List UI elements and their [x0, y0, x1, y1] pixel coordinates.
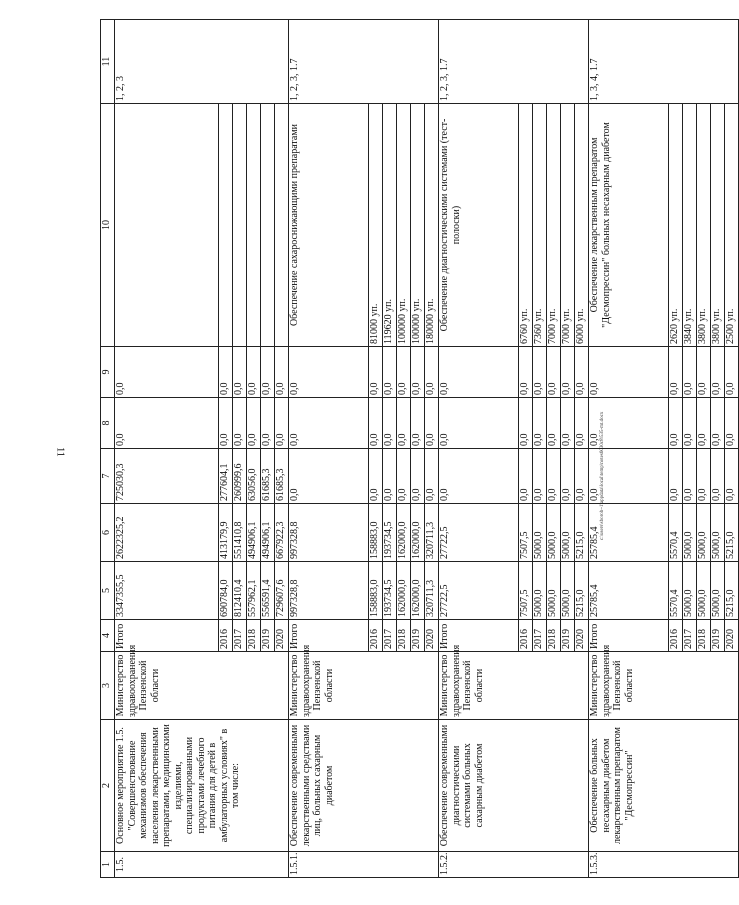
federal-budget-cell: 0,0 [669, 449, 683, 504]
regional-budget-cell: 5000,0 [533, 504, 547, 562]
total-cell: 5215,0 [725, 562, 739, 620]
regional-budget-cell: 5000,0 [547, 504, 561, 562]
federal-budget-cell: 0,0 [711, 449, 725, 504]
local-budget-cell: 0,0 [533, 398, 547, 449]
other-sources-cell: 0,0 [589, 347, 669, 398]
local-budget-cell: 0,0 [233, 398, 247, 449]
federal-budget-cell: 0,0 [575, 449, 589, 504]
federal-budget-cell: 725030,3 [115, 449, 219, 504]
federal-budget-cell: 0,0 [397, 449, 411, 504]
indicator-cell: 2500 уп. [725, 104, 739, 347]
total-cell: 162000,0 [397, 562, 411, 620]
total-cell: 729607,6 [275, 562, 289, 620]
total-cell: 7507,5 [519, 562, 533, 620]
indicator-cell: Обеспечение лекарственным препаратом "Десмопрессин" больных несахарным диабетом [589, 104, 669, 347]
item-number: 1.5.2. [439, 852, 589, 878]
local-budget-cell: 0,0 [547, 398, 561, 449]
indicator-cell: 100000 уп. [411, 104, 425, 347]
total-cell: 3347355,5 [115, 562, 219, 620]
regional-budget-cell: 5000,0 [711, 504, 725, 562]
total-cell: 5000,0 [547, 562, 561, 620]
local-budget-cell: 0,0 [519, 398, 533, 449]
total-cell: 193734,5 [383, 562, 397, 620]
total-cell: 5215,0 [575, 562, 589, 620]
regional-budget-cell: 162000,0 [397, 504, 411, 562]
executor: Министерство здравоохранения Пензенской области [115, 652, 289, 720]
item-number: 1.5. [115, 852, 289, 878]
local-budget-cell: 0,0 [275, 398, 289, 449]
total-cell: 158883,0 [369, 562, 383, 620]
column-number-row [101, 20, 115, 878]
federal-budget-cell: 0,0 [533, 449, 547, 504]
page-number: 11 [54, 447, 66, 457]
local-budget-cell: 0,0 [439, 398, 519, 449]
local-budget-cell: 0,0 [261, 398, 275, 449]
local-budget-cell: 0,0 [397, 398, 411, 449]
regional-budget-cell: 413179,9 [219, 504, 233, 562]
col-header: 4 [101, 620, 115, 652]
other-sources-cell: 0,0 [711, 347, 725, 398]
local-budget-cell: 0,0 [575, 398, 589, 449]
col-header: 8 [101, 398, 115, 449]
regional-budget-cell: 25785,4 [589, 504, 669, 562]
col-header: 11 [101, 20, 115, 104]
indicator-cell: 7000 уп. [561, 104, 575, 347]
other-sources-cell: 0,0 [425, 347, 439, 398]
col-header: 2 [101, 720, 115, 852]
program-table [100, 19, 739, 878]
local-budget-cell: 0,0 [697, 398, 711, 449]
indicator-cell: Обеспечение диагностическими системами (тест-полоски) [439, 104, 519, 347]
indicator-cell: 3800 уп. [711, 104, 725, 347]
table-sheet [100, 20, 736, 878]
other-sources-cell: 0,0 [683, 347, 697, 398]
year-cell: 2018 [247, 620, 261, 652]
indicator-cell: 3800 уп. [697, 104, 711, 347]
year-cell: 2016 [219, 620, 233, 652]
other-sources-cell: 0,0 [533, 347, 547, 398]
local-budget-cell: 0,0 [589, 398, 669, 449]
federal-budget-cell: 0,0 [439, 449, 519, 504]
local-budget-cell: 0,0 [683, 398, 697, 449]
total-cell: 5000,0 [697, 562, 711, 620]
indicator-cell [233, 104, 247, 347]
year-cell: 2019 [711, 620, 725, 652]
col-header: 7 [101, 449, 115, 504]
local-budget-cell: 0,0 [425, 398, 439, 449]
federal-budget-cell: 0,0 [561, 449, 575, 504]
local-budget-cell: 0,0 [383, 398, 397, 449]
total-cell: 25785,4 [589, 562, 669, 620]
total-cell: 320711,3 [425, 562, 439, 620]
total-cell: 812410,4 [233, 562, 247, 620]
year-cell: 2019 [261, 620, 275, 652]
local-budget-cell: 0,0 [219, 398, 233, 449]
other-sources-cell: 0,0 [247, 347, 261, 398]
indicator-cell: 180000 уп. [425, 104, 439, 347]
regional-budget-cell: 997328,8 [289, 504, 369, 562]
regional-budget-cell: 551410,8 [233, 504, 247, 562]
year-cell: 2018 [547, 620, 561, 652]
year-cell: 2019 [411, 620, 425, 652]
other-sources-cell: 0,0 [233, 347, 247, 398]
col-header: 10 [101, 104, 115, 347]
year-cell: 2016 [669, 620, 683, 652]
federal-budget-cell: 0,0 [683, 449, 697, 504]
other-sources-cell: 0,0 [575, 347, 589, 398]
block-total-row [439, 20, 519, 878]
federal-budget-cell: 277604,1 [219, 449, 233, 504]
other-sources-cell: 0,0 [289, 347, 369, 398]
local-budget-cell: 0,0 [561, 398, 575, 449]
indicator-cell: Обеспечение сахароснижающими препаратами [289, 104, 369, 347]
year-cell: 2017 [533, 620, 547, 652]
other-sources-cell: 0,0 [669, 347, 683, 398]
col-header: 9 [101, 347, 115, 398]
executor: Министерство здравоохранения Пензенской области [439, 652, 589, 720]
regional-budget-cell: 27722,5 [439, 504, 519, 562]
federal-budget-cell: 0,0 [369, 449, 383, 504]
regional-budget-cell: 494906,1 [261, 504, 275, 562]
regional-budget-cell: 5215,0 [725, 504, 739, 562]
year-cell: 2019 [561, 620, 575, 652]
other-sources-cell: 0,0 [725, 347, 739, 398]
target-link-cell: 1, 3, 4, 1.7 [589, 20, 739, 104]
regional-budget-cell: 5000,0 [561, 504, 575, 562]
federal-budget-cell: 0,0 [383, 449, 397, 504]
indicator-cell: 3840 уп. [683, 104, 697, 347]
regional-budget-cell: 5000,0 [683, 504, 697, 562]
federal-budget-cell: 0,0 [519, 449, 533, 504]
indicator-cell: 6000 уп. [575, 104, 589, 347]
total-cell: 997328,8 [289, 562, 369, 620]
other-sources-cell: 0,0 [275, 347, 289, 398]
indicator-cell: 100000 уп. [397, 104, 411, 347]
other-sources-cell: 0,0 [397, 347, 411, 398]
indicator-cell: 7000 уп. [547, 104, 561, 347]
executor: Министерство здравоохранения Пензенской области [589, 652, 739, 720]
indicator-cell [219, 104, 233, 347]
other-sources-cell: 0,0 [439, 347, 519, 398]
total-cell: 5000,0 [683, 562, 697, 620]
col-header: 3 [101, 652, 115, 720]
other-sources-cell: 0,0 [561, 347, 575, 398]
total-cell: 162000,0 [411, 562, 425, 620]
federal-budget-cell: 61685,3 [261, 449, 275, 504]
regional-budget-cell: 5215,0 [575, 504, 589, 562]
col-header: 5 [101, 562, 115, 620]
regional-budget-cell: 5000,0 [697, 504, 711, 562]
item-number: 1.5.1. [289, 852, 439, 878]
col-header: 1 [101, 852, 115, 878]
other-sources-cell: 0,0 [697, 347, 711, 398]
other-sources-cell: 0,0 [115, 347, 219, 398]
year-cell: Итого [289, 620, 369, 652]
other-sources-cell: 0,0 [519, 347, 533, 398]
local-budget-cell: 0,0 [115, 398, 219, 449]
year-cell: 2018 [397, 620, 411, 652]
indicator-cell [275, 104, 289, 347]
indicator-cell [261, 104, 275, 347]
item-number: 1.5.3. [589, 852, 739, 878]
year-cell: 2017 [233, 620, 247, 652]
year-cell: 2020 [575, 620, 589, 652]
local-budget-cell: 0,0 [369, 398, 383, 449]
regional-budget-cell: 320711,3 [425, 504, 439, 562]
target-link-cell: 1, 2, 3 [115, 20, 289, 104]
regional-budget-cell: 494906,1 [247, 504, 261, 562]
file-path-footer: c:\users\sboroh~1\appdata\local\temp\notes6030c8\535-mt.docx [600, 411, 605, 540]
local-budget-cell: 0,0 [411, 398, 425, 449]
year-cell: Итого [589, 620, 669, 652]
indicator-cell: 2620 уп. [669, 104, 683, 347]
total-cell: 27722,5 [439, 562, 519, 620]
other-sources-cell: 0,0 [547, 347, 561, 398]
regional-budget-cell: 5570,4 [669, 504, 683, 562]
indicator-cell: 81000 уп. [369, 104, 383, 347]
indicator-cell: 6760 уп. [519, 104, 533, 347]
federal-budget-cell: 63056,0 [247, 449, 261, 504]
federal-budget-cell: 260999,6 [233, 449, 247, 504]
year-cell: 2020 [275, 620, 289, 652]
local-budget-cell: 0,0 [247, 398, 261, 449]
total-cell: 557962,1 [247, 562, 261, 620]
local-budget-cell: 0,0 [725, 398, 739, 449]
federal-budget-cell: 0,0 [725, 449, 739, 504]
total-cell: 5570,4 [669, 562, 683, 620]
total-cell: 5000,0 [561, 562, 575, 620]
block-total-row [289, 20, 369, 878]
other-sources-cell: 0,0 [383, 347, 397, 398]
federal-budget-cell: 0,0 [425, 449, 439, 504]
indicator-cell: 7360 уп. [533, 104, 547, 347]
year-cell: 2017 [683, 620, 697, 652]
year-cell: 2016 [519, 620, 533, 652]
year-cell: 2020 [425, 620, 439, 652]
item-name: Обеспечение современными диагностическими системами больных сахарным диабетом [439, 720, 589, 852]
regional-budget-cell: 158883,0 [369, 504, 383, 562]
item-name: Основное мероприятие 1.5. "Совершенствование механизмов обеспечения населения лекарственными препаратами, медицинскими изделиями, специализированными продуктами лечебного питания для детей в амбулаторных условиях" в том числе: [115, 720, 289, 852]
total-cell: 556591,4 [261, 562, 275, 620]
year-cell: Итого [115, 620, 219, 652]
other-sources-cell: 0,0 [219, 347, 233, 398]
federal-budget-cell: 0,0 [589, 449, 669, 504]
target-link-cell: 1, 2, 3, 1.7 [289, 20, 439, 104]
year-cell: 2016 [369, 620, 383, 652]
executor: Министерство здравоохранения Пензенской области [289, 652, 439, 720]
local-budget-cell: 0,0 [669, 398, 683, 449]
other-sources-cell: 0,0 [369, 347, 383, 398]
year-cell: 2018 [697, 620, 711, 652]
col-header: 6 [101, 504, 115, 562]
federal-budget-cell: 0,0 [289, 449, 369, 504]
target-link-cell: 1, 2, 3, 1.7 [439, 20, 589, 104]
other-sources-cell: 0,0 [261, 347, 275, 398]
year-cell: 2017 [383, 620, 397, 652]
regional-budget-cell: 2622325,2 [115, 504, 219, 562]
local-budget-cell: 0,0 [289, 398, 369, 449]
federal-budget-cell: 0,0 [697, 449, 711, 504]
indicator-cell [115, 104, 219, 347]
federal-budget-cell: 0,0 [411, 449, 425, 504]
regional-budget-cell: 162000,0 [411, 504, 425, 562]
block-total-row [115, 20, 219, 878]
year-cell: Итого [439, 620, 519, 652]
total-cell: 690784,0 [219, 562, 233, 620]
indicator-cell: 119620 уп. [383, 104, 397, 347]
regional-budget-cell: 193734,5 [383, 504, 397, 562]
total-cell: 5000,0 [711, 562, 725, 620]
block-total-row [589, 20, 669, 878]
other-sources-cell: 0,0 [411, 347, 425, 398]
federal-budget-cell: 61685,3 [275, 449, 289, 504]
federal-budget-cell: 0,0 [547, 449, 561, 504]
indicator-cell [247, 104, 261, 347]
item-name: Обеспечение больных несахарным диабетом лекарственным препаратом "Десмопрессин" [589, 720, 739, 852]
local-budget-cell: 0,0 [711, 398, 725, 449]
total-cell: 5000,0 [533, 562, 547, 620]
regional-budget-cell: 667922,3 [275, 504, 289, 562]
regional-budget-cell: 7507,5 [519, 504, 533, 562]
year-cell: 2020 [725, 620, 739, 652]
item-name: Обеспечение современными лекарственными средствами лиц, больных сахарным диабетом [289, 720, 439, 852]
